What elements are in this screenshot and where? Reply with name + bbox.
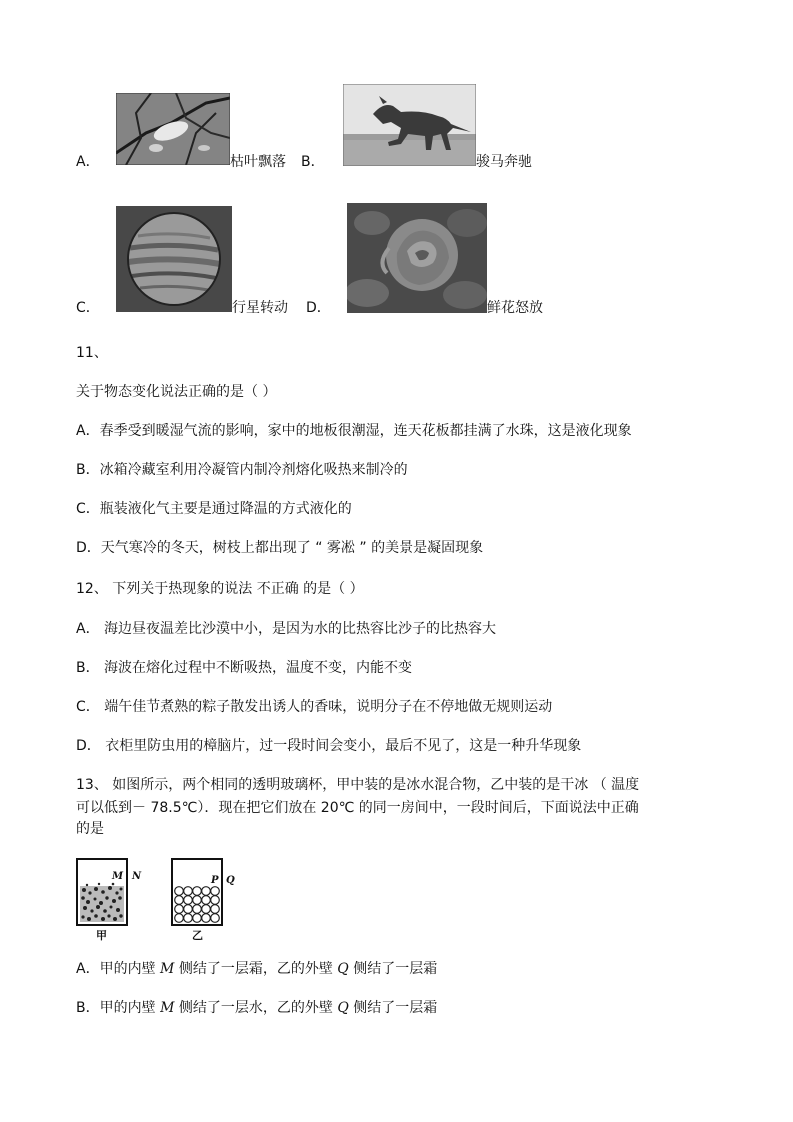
label-p: P [211,875,219,886]
planet-photo [116,206,232,312]
q13-option-b-mid: 侧结了一层水，乙的外壁 [174,1000,338,1016]
galloping-horse-photo [343,84,476,166]
cup-yi-label: 乙 [192,929,203,942]
q12-stem: 12、 下列关于热现象的说法 不正确 的是（ ） [76,581,364,597]
label-m: M [112,871,124,882]
q13-option-a-suffix: 侧结了一层霜 [348,961,438,977]
q12-option-d: D． 衣柜里防虫用的樟脑片，过一段时间会变小，最后不见了，这是一种升华现象 [76,738,582,754]
q10-option-a-letter: A． [76,154,100,170]
q13-option-b-suffix: 侧结了一层霜 [348,1000,438,1016]
cup-jia [76,858,128,926]
q12-option-b: B． 海波在熔化过程中不断吸热，温度不变，内能不变 [76,660,413,676]
cup-yi [171,858,223,926]
q10-option-d-letter: D． [306,300,331,316]
q13-stem-line-1: 13、 如图所示，两个相同的透明玻璃杯，甲中装的是冰水混合物，乙中装的是干冰 （ 温度 [76,777,640,793]
q10-option-a-caption: 枯叶飘落 [230,154,286,170]
q13-option-b-m: M [160,1000,175,1016]
q13-option-b-prefix: B．甲的内壁 [76,1000,161,1016]
label-n: N [132,871,142,882]
label-q: Q [226,875,235,886]
q13-figure [76,858,236,942]
q11-option-d: D．天气寒冷的冬天，树枝上都出现了 “ 雾凇 ” 的美景是凝固现象 [76,540,484,556]
withered-leaves-photo [116,93,230,165]
q13-option-b [76,999,437,1017]
q13-option-a-q: Q [337,961,349,977]
blooming-flower-photo [347,203,487,313]
q10-option-b-letter: B． [301,154,325,170]
q13-option-b-q: Q [337,1000,349,1016]
q11-option-c: C．瓶装液化气主要是通过降温的方式液化的 [76,501,352,517]
q11-stem: 关于物态变化说法正确的是（ ） [76,384,277,400]
q13-option-a [76,960,437,978]
q11-option-b: B．冰箱冷藏室利用冷凝管内制冷剂熔化吸热来制冷的 [76,462,408,478]
q10-option-c-letter: C． [76,300,100,316]
q11-option-a: A．春季受到暖湿气流的影响，家中的地板很潮湿，连天花板都挂满了水珠，这是液化现象 [76,423,632,439]
q10-option-b-caption: 骏马奔驰 [476,154,532,170]
q13-stem-line-2: 可以低到－ 78.5℃）．现在把它们放在 20℃ 的同一房间中，一段时间后，下面说法中正确 [76,800,639,816]
q13-stem-line-3: 的是 [76,821,104,837]
q12-option-a: A． 海边昼夜温差比沙漠中小，是因为水的比热容比沙子的比热容大 [76,621,497,637]
q10-option-d-caption: 鲜花怒放 [487,300,543,316]
q12-option-c: C． 端午佳节煮熟的粽子散发出诱人的香味，说明分子在不停地做无规则运动 [76,699,553,715]
q11-number: 11、 [76,345,108,361]
cup-jia-label: 甲 [96,929,107,942]
q13-option-a-prefix: A．甲的内壁 [76,961,161,977]
q10-option-c-caption: 行星转动 [232,300,288,316]
q13-option-a-mid: 侧结了一层霜，乙的外壁 [174,961,338,977]
q13-option-a-m: M [160,961,175,977]
